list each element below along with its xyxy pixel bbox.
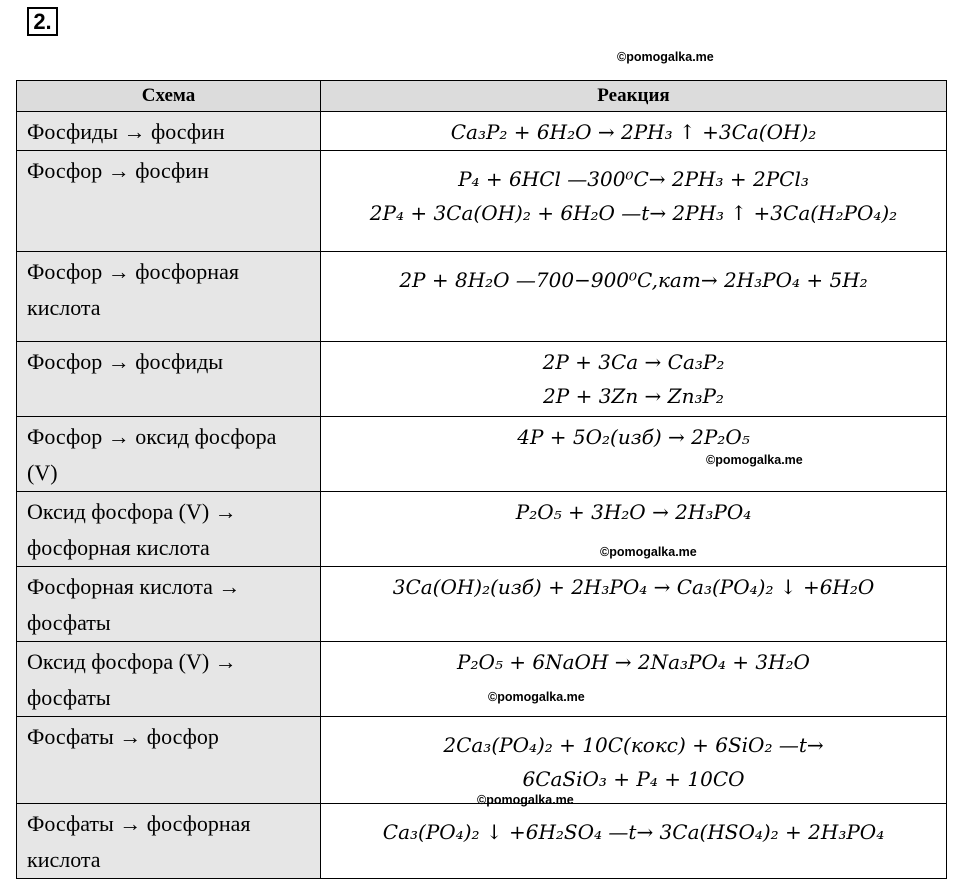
reaction-cell: [321, 342, 947, 417]
reaction-equation: P₂O₅ + 3H₂O → 2H₃PO₄: [515, 500, 752, 524]
reaction-cell: [321, 717, 947, 804]
watermark: ©pomogalka.me: [477, 793, 574, 807]
watermark: ©pomogalka.me: [617, 50, 714, 64]
table-row: [17, 252, 947, 342]
scheme-cell: Фосфор → фосфин: [17, 151, 321, 252]
reaction-cell: [321, 151, 947, 252]
scheme-cell: Фосфор → фосфорная кислота: [17, 252, 321, 342]
scheme-cell: Фосфиды → фосфин: [17, 112, 321, 151]
reaction-equation: 2P₄ + 3Ca(OH)₂ + 6H₂O —t→ 2PH₃ ↑ +3Ca(H₂PO₄)₂: [369, 201, 898, 225]
table-row: [17, 642, 947, 717]
header-reaction: Реакция: [321, 81, 947, 112]
scheme-cell: Оксид фосфора (V) → фосфорная кислота: [17, 492, 321, 567]
scheme-cell: Фосфаты → фосфор: [17, 717, 321, 804]
reaction-cell: [321, 417, 947, 492]
reaction-cell: [321, 567, 947, 642]
reaction-equation: 6CaSiO₃ + P₄ + 10CO: [522, 767, 745, 791]
reaction-equation: 2P + 3Ca → Ca₃P₂: [542, 350, 725, 374]
scheme-cell: Фосфор → фосфиды: [17, 342, 321, 417]
reaction-cell: [321, 252, 947, 342]
watermark: ©pomogalka.me: [706, 453, 803, 467]
watermark: ©pomogalka.me: [600, 545, 697, 559]
table-row: [17, 112, 947, 151]
scheme-cell: Фосфаты → фосфорная кислота: [17, 804, 321, 879]
reaction-equation: 3Ca(OH)₂(изб) + 2H₃PO₄ → Ca₃(PO₄)₂ ↓ +6H₂O: [392, 575, 875, 599]
table-row: [17, 567, 947, 642]
watermark: ©pomogalka.me: [488, 690, 585, 704]
reaction-equation: P₂O₅ + 6NaOH → 2Na₃PO₄ + 3H₂O: [457, 650, 810, 674]
reaction-equation: Ca₃(PO₄)₂ ↓ +6H₂SO₄ —t→ 3Ca(HSO₄)₂ + 2H₃PO₄: [382, 820, 885, 844]
table-row: [17, 417, 947, 492]
table-row: [17, 342, 947, 417]
reaction-equation: P₄ + 6HCl —300⁰C→ 2PH₃ + 2PCl₃: [458, 167, 809, 191]
task-number: 2.: [27, 7, 58, 36]
reactions-table: [16, 80, 947, 879]
reaction-cell: [321, 642, 947, 717]
table-row: [17, 717, 947, 804]
header-row: [17, 81, 947, 112]
header-scheme: Схема: [17, 81, 321, 112]
scheme-cell: Фосфор → оксид фосфора (V): [17, 417, 321, 492]
reaction-equation: 2P + 3Zn → Zn₃P₂: [543, 384, 724, 408]
scheme-cell: Оксид фосфора (V) → фосфаты: [17, 642, 321, 717]
reaction-equation: Ca₃P₂ + 6H₂O → 2PH₃ ↑ +3Ca(OH)₂: [450, 120, 817, 144]
table-row: [17, 151, 947, 252]
reaction-equation: 4P + 5O₂(изб) → 2P₂O₅: [517, 425, 750, 449]
table-row: [17, 804, 947, 879]
reaction-equation: 2Ca₃(PO₄)₂ + 10C(кокс) + 6SiO₂ —t→: [443, 733, 824, 757]
table-row: [17, 492, 947, 567]
reaction-cell: [321, 112, 947, 151]
reaction-cell: [321, 804, 947, 879]
scheme-cell: Фосфорная кислота → фосфаты: [17, 567, 321, 642]
reaction-equation: 2P + 8H₂O —700−900⁰C,кат→ 2H₃PO₄ + 5H₂: [399, 268, 868, 292]
